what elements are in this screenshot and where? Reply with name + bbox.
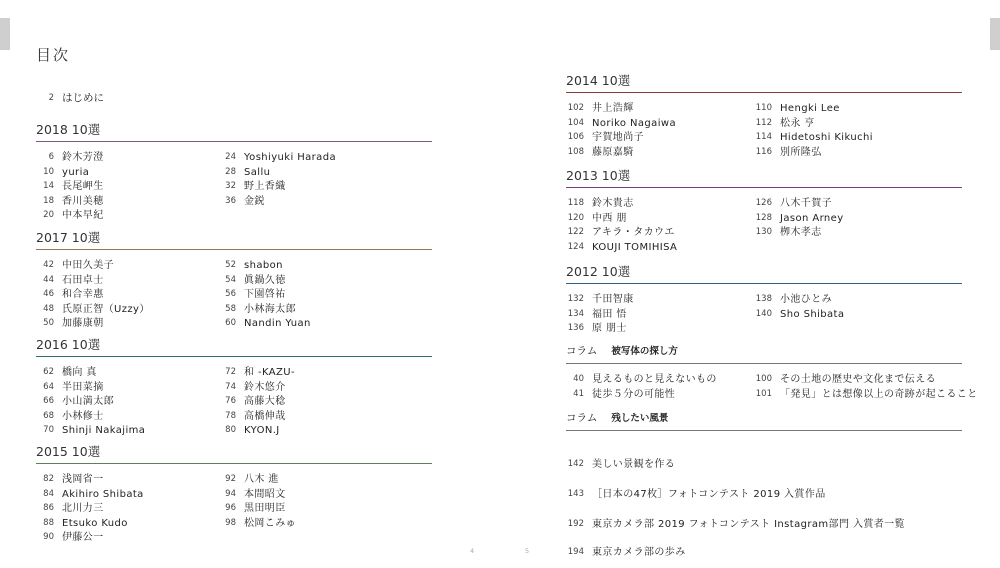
entry-page-number: 132: [567, 294, 584, 304]
column-title: 被写体の探し方: [611, 346, 678, 357]
entry-page-number: 72: [225, 367, 236, 377]
entry-page-number: 2: [48, 93, 54, 103]
entry-page-number: 138: [755, 294, 772, 304]
entry-page-number: 98: [225, 517, 236, 528]
entry-title: 浅岡省一: [62, 474, 104, 485]
entry-page-number: 90: [43, 532, 54, 542]
entry-page-number: 143: [567, 489, 584, 499]
entry-title: 黒田明臣: [244, 503, 286, 514]
toc-section: [36, 335, 432, 438]
entry-column: [566, 196, 677, 254]
toc-entry: [754, 387, 978, 402]
entry-page-number: 192: [567, 519, 584, 529]
entry-column: [36, 472, 144, 545]
toc-entry: [36, 258, 150, 273]
toc-entry: [36, 273, 150, 288]
toc-entry: [36, 194, 104, 209]
entry-title: Yoshiyuki Harada: [244, 152, 336, 163]
section-heading: 2017 10選: [36, 228, 432, 250]
entry-column: [36, 258, 150, 331]
toc-entry: [754, 225, 844, 240]
entry-page-number: 18: [43, 195, 54, 206]
entry-title: 和 -KAZU-: [244, 367, 295, 378]
toc-entry: [218, 501, 296, 516]
toc-entry: [754, 211, 844, 226]
entry-page-number: 64: [43, 381, 54, 392]
entry-column: [218, 472, 296, 530]
entry-title: 見えるものと見えないもの: [592, 374, 717, 385]
toc-entry: [218, 165, 336, 180]
entry-page-number: 48: [43, 303, 54, 314]
entry-page-number: 66: [43, 396, 54, 406]
entry-page-number: 52: [225, 260, 236, 270]
entry-title: 金鋭: [244, 195, 265, 207]
entry-title: 千田智康: [592, 294, 634, 305]
toc-entry: [218, 287, 311, 302]
toc-entry: [566, 517, 905, 532]
entry-page-number: 28: [225, 166, 236, 177]
entry-column: [218, 150, 336, 208]
entry-page-number: 134: [567, 308, 584, 319]
entry-page-number: 100: [755, 374, 772, 384]
entry-page-number: 194: [567, 547, 584, 557]
entry-title: 徒歩５分の可能性: [592, 388, 676, 400]
toc-entry: [566, 101, 676, 116]
toc-entry: [566, 545, 686, 560]
toc-entry: [218, 150, 336, 165]
entry-page-number: 58: [225, 303, 236, 314]
entry-page-number: 94: [225, 488, 236, 499]
entry-title: 鈴木芳澄: [62, 152, 104, 163]
toc-entry: [36, 423, 145, 438]
toc-section: [36, 442, 432, 545]
entry-column: [566, 101, 676, 159]
entry-title: 石田卓士: [62, 274, 104, 286]
entry-page-number: 74: [225, 381, 236, 392]
entry-page-number: 128: [755, 212, 772, 223]
toc-entry: [218, 394, 295, 409]
toc-entry: [218, 179, 336, 194]
section-heading: 2012 10選: [566, 262, 962, 284]
entry-page-number: 78: [225, 410, 236, 421]
entry-title: 松岡こみゅ: [244, 517, 296, 529]
entry-title: 本間昭文: [244, 488, 286, 500]
toc-entry: [36, 165, 104, 180]
entry-title: 東京カメラ部 2019 フォトコンテスト Instagram部門 入賞者一覧: [592, 519, 905, 530]
entry-page-number: 140: [755, 308, 772, 319]
entry-page-number: 10: [43, 166, 54, 177]
toc-entry: [36, 516, 144, 531]
entry-title: 福田 悟: [592, 308, 627, 320]
entry-title: 東京カメラ部の歩み: [592, 547, 686, 558]
toc-entry: [218, 487, 296, 502]
entry-page-number: 14: [43, 181, 54, 191]
entry-title: 別所隆弘: [780, 146, 822, 158]
toc-entry: [754, 101, 873, 116]
toc-entry: [218, 516, 296, 531]
entry-page-number: 76: [225, 396, 236, 406]
toc-entry: [566, 487, 826, 502]
entry-title: Hidetoshi Kikuchi: [780, 132, 873, 143]
toc-entry: [36, 472, 144, 487]
entry-title: Akihiro Shibata: [62, 488, 144, 500]
entry-title: 井上浩輝: [592, 103, 634, 114]
toc-entry: [36, 380, 145, 395]
entry-title: shabon: [244, 260, 283, 271]
entry-column: [754, 101, 873, 159]
toc-entry: [218, 472, 296, 487]
entry-page-number: 60: [225, 318, 236, 328]
entry-page-number: 110: [755, 103, 772, 113]
entry-title: 「発見」とは想像以上の奇跡が起こること: [780, 388, 978, 400]
entry-title: Jason Arney: [780, 212, 844, 224]
entry-page-number: 32: [225, 181, 236, 191]
entry-title: 野上香織: [244, 181, 286, 192]
entry-page-number: 24: [225, 152, 236, 162]
toc-entry: [218, 273, 311, 288]
entry-title: 藤原嘉騎: [592, 146, 634, 158]
toc-entry: [218, 302, 311, 317]
section-heading: 2016 10選: [36, 335, 432, 357]
entry-page-number: 84: [43, 488, 54, 499]
section-heading: 2014 10選: [566, 71, 962, 93]
entry-title: KOUJI TOMIHISA: [592, 241, 678, 253]
entry-title: 橋向 真: [62, 367, 97, 378]
entry-page-number: 124: [567, 241, 584, 252]
column-section-2: [566, 410, 962, 558]
entry-title: 美しい景観を作る: [592, 459, 676, 470]
section-heading: 2018 10選: [36, 120, 432, 142]
entry-page-number: 54: [225, 274, 236, 285]
entry-page-number: 142: [567, 459, 584, 469]
toc-entry: [566, 130, 676, 145]
entry-column: [754, 372, 978, 401]
entry-title: はじめに: [62, 92, 104, 104]
entry-title: 小林修士: [62, 410, 104, 422]
entry-title: 栁木孝志: [780, 227, 822, 238]
entry-column: [218, 365, 295, 438]
toc-entry: [36, 365, 145, 380]
entry-title: 加藤康朝: [62, 318, 104, 329]
entry-title: 香川美穂: [62, 195, 104, 207]
toc-entry: [218, 380, 295, 395]
entry-page-number: 136: [567, 323, 584, 333]
entry-title: 小林海太郎: [244, 303, 296, 315]
entry-column: [36, 150, 104, 223]
toc-entry: [754, 130, 873, 145]
entry-title: 半田菜摘: [62, 381, 104, 393]
toc-entry: [36, 316, 150, 331]
toc-entry: [566, 240, 677, 255]
entry-title: 北川力三: [62, 503, 104, 514]
entry-page-number: 88: [43, 517, 54, 528]
toc-entry: [754, 145, 873, 160]
entry-page-number: 56: [225, 289, 236, 299]
entry-title: その土地の歴史や文化まで伝える: [780, 374, 936, 385]
entry-page-number: 104: [567, 117, 584, 128]
entry-page-number: 126: [755, 198, 772, 208]
entry-page-number: 82: [43, 474, 54, 484]
toc-entry: [218, 423, 295, 438]
entry-title: 高橋伸哉: [244, 410, 286, 422]
toc-entry: [566, 387, 717, 402]
entry-page-number: 70: [43, 425, 54, 435]
entry-column: [218, 258, 311, 331]
entry-title: Noriko Nagaiwa: [592, 117, 676, 129]
toc-section: [566, 71, 962, 159]
entry-title: Sho Shibata: [780, 308, 845, 320]
entry-title: 八木 進: [244, 474, 279, 485]
entry-title: 原 朋士: [592, 323, 627, 334]
toc-entry: [566, 321, 634, 336]
entry-title: 八木千賀子: [780, 198, 832, 209]
entry-page-number: 80: [225, 425, 236, 435]
column-label: コラム: [566, 412, 598, 424]
toc-entry: [566, 225, 677, 240]
entry-title: 小山満太郎: [62, 396, 114, 407]
toc-section: [566, 166, 962, 254]
entry-title: Shinji Nakajima: [62, 425, 146, 436]
section-heading: 2015 10選: [36, 442, 432, 464]
entry-column: [754, 292, 844, 321]
entry-page-number: 44: [43, 274, 54, 285]
entry-page-number: 40: [573, 374, 584, 384]
entry-page-number: 36: [225, 195, 236, 206]
entry-page-number: 41: [573, 388, 584, 399]
toc-entry: [754, 307, 844, 322]
entry-column: [566, 292, 634, 336]
entry-title: 小池ひとみ: [780, 294, 832, 305]
entry-column: [36, 365, 145, 438]
entry-column: [754, 196, 844, 240]
toc-entry: [566, 457, 675, 472]
toc-entry: [218, 365, 295, 380]
toc-entry: [566, 116, 676, 131]
entry-title: 宇賀地尚子: [592, 132, 644, 143]
entry-title: KYON.J: [244, 425, 280, 436]
toc-entry: [36, 409, 145, 424]
entry-title: 鈴木悠介: [244, 381, 286, 393]
toc-entry: [36, 530, 144, 545]
toc-entry: [566, 292, 634, 307]
entry-page-number: 108: [567, 146, 584, 157]
toc-entry: [36, 394, 145, 409]
column-label: コラム: [566, 345, 598, 357]
entry-page-number: 118: [567, 198, 584, 208]
page-edge-tab: [0, 18, 10, 50]
toc-entry: [36, 487, 144, 502]
entry-page-number: 120: [567, 212, 584, 223]
entry-page-number: 46: [43, 289, 54, 299]
toc-entry: [36, 287, 150, 302]
toc-entry: [566, 145, 676, 160]
entry-page-number: 68: [43, 410, 54, 421]
page-number-right: 5: [525, 547, 530, 555]
entry-title: 長尾岬生: [62, 181, 104, 192]
toc-entry: [754, 292, 844, 307]
toc-section: [36, 120, 432, 223]
entry-page-number: 116: [755, 146, 772, 157]
toc-entry: [566, 307, 634, 322]
toc-entry: [218, 316, 311, 331]
entry-title: Hengki Lee: [780, 103, 840, 114]
toc-entry: [566, 211, 677, 226]
entry-page-number: 106: [567, 132, 584, 142]
entry-page-number: 86: [43, 503, 54, 513]
toc-entry: [754, 372, 978, 387]
entry-page-number: 112: [755, 117, 772, 128]
toc-section: [36, 228, 432, 331]
column-heading: [566, 410, 962, 431]
toc-entry: [566, 372, 717, 387]
entry-title: 高藤大稔: [244, 396, 286, 407]
entry-page-number: 130: [755, 227, 772, 237]
entry-page-number: 102: [567, 103, 584, 113]
page-title: 目次: [36, 46, 71, 64]
page-number-left: 4: [470, 547, 475, 555]
toc-entry: [566, 196, 677, 211]
entry-title: 下園啓祐: [244, 289, 286, 300]
toc-entry: [754, 196, 844, 211]
entry-page-number: 62: [43, 367, 54, 377]
toc-entry: [36, 150, 104, 165]
entry-page-number: 101: [755, 388, 772, 399]
entry-title: 中西 朋: [592, 212, 627, 224]
entry-page-number: 114: [755, 132, 772, 142]
entry-title: 和合幸惠: [62, 289, 104, 300]
entry-page-number: 92: [225, 474, 236, 484]
entry-column: [566, 372, 717, 401]
entry-title: 松永 亨: [780, 117, 815, 129]
entry-page-number: 50: [43, 318, 54, 328]
toc-entry: [218, 194, 336, 209]
entry-page-number: 122: [567, 227, 584, 237]
toc-entry: [36, 208, 104, 223]
entry-title: 伊藤公一: [62, 532, 104, 543]
toc-entry: [36, 179, 104, 194]
toc-entry: [754, 116, 873, 131]
entry-title: Etsuko Kudo: [62, 517, 128, 529]
entry-title: アキラ・タカウエ: [592, 227, 675, 238]
page-edge-tab: [990, 18, 1000, 50]
toc-entry: [218, 258, 311, 273]
entry-page-number: 20: [43, 210, 54, 220]
toc-entry: [36, 302, 150, 317]
entry-page-number: 96: [225, 503, 236, 513]
entry-title: 中田久美子: [62, 260, 114, 271]
section-heading: 2013 10選: [566, 166, 962, 188]
entry-title: 中本早紀: [62, 210, 104, 221]
entry-page-number: 6: [48, 152, 54, 162]
column-section-1: [566, 343, 978, 404]
entry-title: yuria: [62, 166, 90, 178]
entry-title: Nandin Yuan: [244, 318, 311, 329]
entry-title: 氏原正智（Uzzy）: [62, 303, 150, 315]
toc-entry: [36, 501, 144, 516]
toc-section: [566, 262, 962, 336]
column-heading: [566, 343, 962, 364]
entry-title: ［日本の47枚］フォトコンテスト 2019 入賞作品: [592, 489, 826, 500]
entry-title: Sallu: [244, 166, 271, 178]
entry-title: 眞鍋久徳: [244, 274, 286, 286]
intro-entry: [36, 90, 104, 105]
entry-page-number: 42: [43, 260, 54, 270]
toc-entry: [218, 409, 295, 424]
column-title: 残したい風景: [611, 413, 669, 424]
entry-title: 鈴木貴志: [592, 198, 634, 209]
